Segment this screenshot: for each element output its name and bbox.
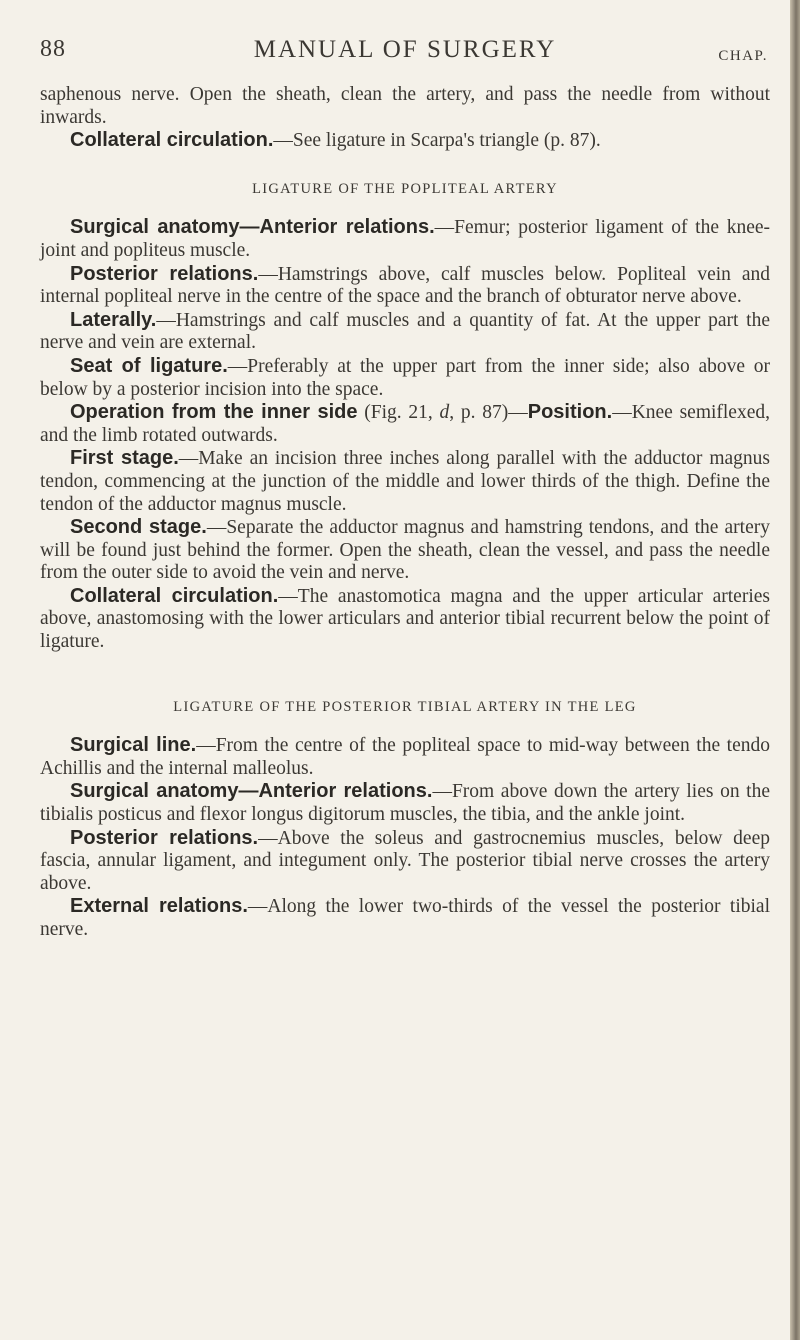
paragraph-lead: Collateral circulation. <box>70 129 274 152</box>
paragraph-collateral-femoral <box>40 129 770 153</box>
paragraph-lead: External relations. <box>70 895 248 918</box>
paragraph-lead: Operation from the inner side <box>70 401 358 424</box>
section-heading-popliteal: LIGATURE OF THE POPLITEAL ARTERY <box>252 180 558 197</box>
figure-reference-end: , p. 87)— <box>449 402 528 424</box>
paragraph-text: —From the centre of the popliteal space to mid-way between the tendo Achillis and the internal malleolus. <box>40 735 771 779</box>
paragraph-text: —See ligature in Scarpa's triangle (p. 87). <box>273 130 601 152</box>
figure-reference: (Fig. 21, <box>357 402 440 424</box>
paragraph-lead: Posterior relations. <box>70 262 259 285</box>
page-body <box>40 84 770 942</box>
paragraph-continued: saphenous nerve. Open the sheath, clean the artery, and pass the needle from without inwards. <box>40 84 770 128</box>
paragraph-lead: Laterally. <box>70 308 157 331</box>
paragraph-second-stage <box>40 516 770 585</box>
paragraph-text: —From above down the artery lies on the tibialis posticus and flexor longus digitorum muscles, the tibia, and the ankle joint. <box>40 781 770 826</box>
paragraph-external-relations <box>40 895 770 941</box>
paragraph-lead: Collateral circulation. <box>70 584 279 607</box>
paragraph-posterior-relations <box>40 263 770 309</box>
paragraph-surgical-anatomy <box>40 216 770 262</box>
paragraph-posterior-relations-tibial <box>40 827 770 896</box>
paragraph-lead: Position. <box>527 401 613 424</box>
paragraph-text: —Hamstrings and calf muscles and a quantity of fat. At the upper part the nerve and vein are external. <box>40 309 770 354</box>
paragraph-lead: Surgical anatomy—Anterior relations. <box>70 780 433 803</box>
paragraph-lead: Seat of ligature. <box>70 354 228 377</box>
paragraph-text: —Make an incision three inches along parallel with the adductor magnus tendon, commencing at the junction of the middle and lower thirds of the thigh. Define the tendon of the adductor magnus muscle. <box>40 448 770 515</box>
paragraph-collateral-circulation <box>40 585 770 654</box>
paragraph-text: —The anastomotica magna and the upper articular arteries above, anastomosing with the lower articulars and anterior tibial recurrent below the point of ligature. <box>40 585 770 653</box>
paragraph-lead: Second stage. <box>70 516 207 539</box>
paragraph-text: —Separate the adductor magnus and hamstring tendons, and the artery will be found just behind the former. Open the sheath, clean the vessel, and pass the needle from the outer side to avoid the vein and nerve. <box>40 517 770 584</box>
paragraph-text: —Hamstrings above, calf muscles below. Popliteal vein and internal popliteal nerve in the centre of the space and the branch of obturator nerve above. <box>40 263 770 308</box>
paragraph-seat-of-ligature <box>40 355 770 401</box>
paragraph-text: —Preferably at the upper part from the inner side; also above or below by a posterior incision into the space. <box>40 355 770 400</box>
paragraph-text: —Above the soleus and gastrocnemius muscles, below deep fascia, annular ligament, and integument only. The posterior tibial nerve crosses the artery above. <box>40 827 770 894</box>
paragraph-lead: Surgical line. <box>70 734 197 757</box>
running-title: MANUAL OF SURGERY <box>253 36 557 63</box>
paragraph-lead: First stage. <box>70 447 179 470</box>
paragraph-first-stage <box>40 447 770 516</box>
page-edge <box>790 0 800 1340</box>
paragraph-lead: Surgical anatomy—Anterior relations. <box>70 216 435 239</box>
paragraph-text: —Femur; posterior ligament of the knee-joint and popliteus muscle. <box>40 217 771 261</box>
paragraph-surgical-line <box>40 734 770 780</box>
section-heading-posterior-tibial: LIGATURE OF THE POSTERIOR TIBIAL ARTERY IN THE LEG <box>173 698 637 715</box>
paragraph-text: —Knee semiflexed, and the limb rotated outwards. <box>40 402 770 446</box>
page-number: 88 <box>40 36 66 62</box>
paragraph-surgical-anatomy-tibial <box>40 780 770 826</box>
paragraph-lead: Posterior relations. <box>70 826 259 849</box>
paragraph-operation <box>40 401 770 447</box>
paragraph-laterally <box>40 309 770 355</box>
page-header <box>40 30 770 70</box>
chapter-label: CHAP. <box>718 48 768 64</box>
book-page <box>40 30 770 942</box>
paragraph-text: —Along the lower two-thirds of the vessel the posterior tibial nerve. <box>40 896 770 940</box>
figure-reference-italic: d <box>439 402 450 424</box>
